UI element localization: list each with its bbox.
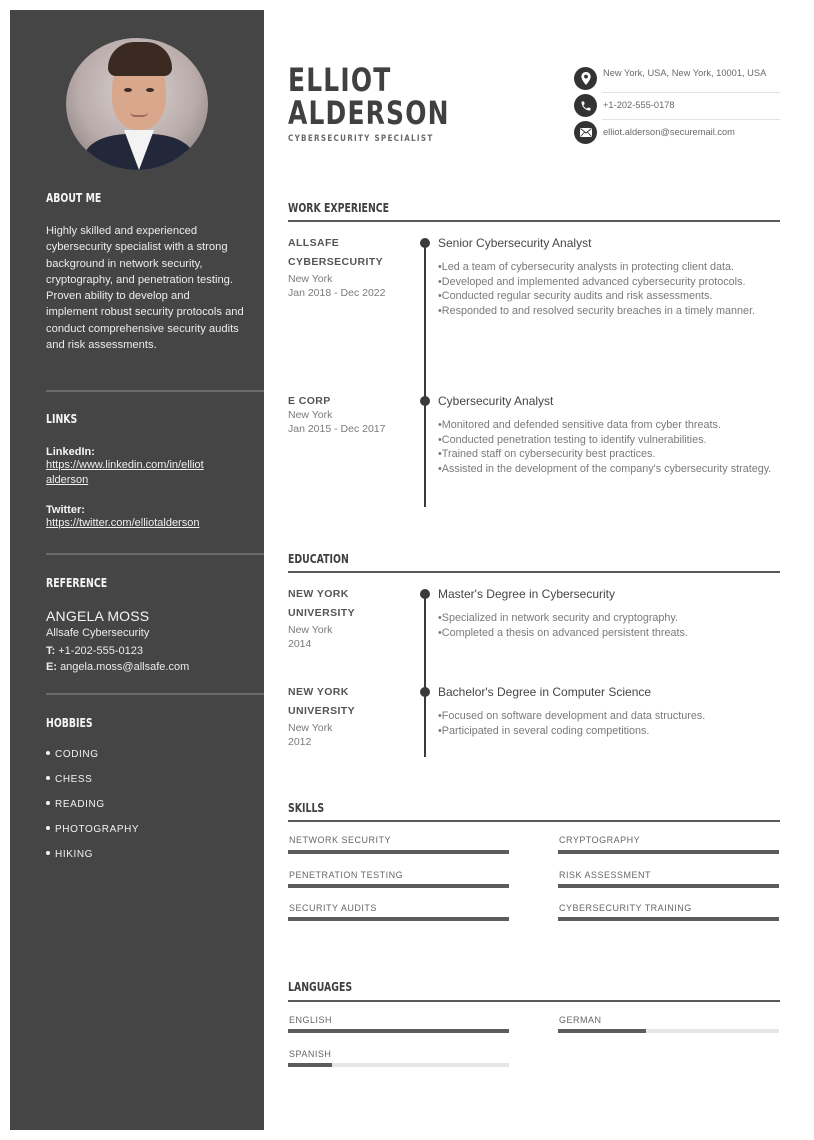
about-text-block bbox=[46, 223, 244, 353]
section-rule bbox=[288, 1000, 780, 1002]
education-timeline bbox=[424, 594, 426, 757]
linkedin-url-line1: https://www.linkedin.com/in/elliot bbox=[46, 459, 204, 471]
hobby-item bbox=[46, 749, 244, 774]
bullet-item: • Led a team of cybersecurity analysts in protecting client data. bbox=[438, 260, 783, 275]
skill-label: CRYPTOGRAPHY bbox=[559, 835, 641, 845]
work-org bbox=[288, 392, 408, 436]
org-location: New York bbox=[288, 409, 333, 421]
reference-section bbox=[46, 576, 244, 590]
hobbies-section bbox=[46, 716, 244, 730]
sidebar bbox=[10, 10, 264, 1130]
linkedin-label: LinkedIn: bbox=[46, 446, 95, 458]
bullet-item: • Completed a thesis on advanced persistent threats. bbox=[438, 626, 783, 641]
hobby-item bbox=[46, 774, 244, 799]
org-dates: Jan 2018 - Dec 2022 bbox=[288, 287, 386, 299]
bullet-item: • Responded to and resolved security breaches in a timely manner. bbox=[438, 304, 783, 319]
about-section bbox=[46, 191, 244, 205]
bullet-item: • Specialized in network security and cryptography. bbox=[438, 611, 783, 626]
reference-phone bbox=[46, 643, 244, 659]
linkedin-link-block bbox=[46, 446, 244, 488]
bullet-item: • Developed and implemented advanced cybersecurity protocols. bbox=[438, 275, 783, 290]
section-rule bbox=[288, 820, 780, 822]
skill-label: RISK ASSESSMENT bbox=[559, 870, 652, 880]
phone-icon bbox=[574, 94, 597, 117]
work-role bbox=[438, 394, 783, 477]
photo-hair bbox=[108, 42, 172, 76]
work-org bbox=[288, 234, 408, 300]
bullet-item: • Conducted penetration testing to identify vulnerabilities. bbox=[438, 433, 783, 448]
language-label: ENGLISH bbox=[289, 1015, 333, 1025]
skill-bar-fill bbox=[558, 917, 779, 921]
skill-label: SECURITY AUDITS bbox=[289, 903, 377, 913]
bullet-item: • Conducted regular security audits and risk assessments. bbox=[438, 289, 783, 304]
reference-name: ANGELA MOSS bbox=[46, 608, 150, 624]
timeline-dot-icon bbox=[420, 589, 430, 599]
twitter-label: Twitter: bbox=[46, 504, 85, 516]
photo-eye bbox=[146, 88, 154, 92]
language-bar-fill bbox=[288, 1063, 332, 1067]
degree-bullets bbox=[438, 709, 783, 738]
section-rule bbox=[288, 571, 780, 573]
org-name-line2: UNIVERSITY bbox=[288, 705, 356, 717]
education-heading: EDUCATION bbox=[288, 552, 349, 566]
reference-email bbox=[46, 659, 244, 675]
reference-email-value: angela.moss@allsafe.com bbox=[60, 661, 190, 673]
skill-bar bbox=[558, 884, 779, 888]
org-year: 2014 bbox=[288, 638, 312, 650]
reference-heading: REFERENCE bbox=[46, 576, 108, 590]
section-rule bbox=[288, 220, 780, 222]
hobbies-list bbox=[46, 749, 244, 874]
role-bullets bbox=[438, 418, 783, 477]
language-bar-fill bbox=[558, 1029, 646, 1033]
linkedin-link[interactable] bbox=[46, 458, 244, 488]
address-text: New York, USA, New York, 10001, USA bbox=[603, 68, 767, 78]
skill-bar-fill bbox=[558, 850, 779, 854]
photo-mouth bbox=[130, 112, 148, 117]
contact-divider bbox=[602, 92, 780, 93]
skills-heading: SKILLS bbox=[288, 801, 325, 815]
photo-eye bbox=[124, 88, 132, 92]
timeline-dot-icon bbox=[420, 396, 430, 406]
about-text: Highly skilled and experienced cybersecurity specialist with a strong background in network security, cryptography, and penetration testing. Proven ability to develop and implement robust security protocols and conduct comprehensive security audits and risk assessments. bbox=[46, 225, 244, 352]
bullet-item: • Focused on software development and data structures. bbox=[438, 709, 783, 724]
org-dates: Jan 2015 - Dec 2017 bbox=[288, 423, 386, 435]
reference-phone-value: +1-202-555-0123 bbox=[58, 645, 143, 657]
language-bar bbox=[558, 1029, 779, 1033]
email-text: elliot.alderson@securemail.com bbox=[603, 127, 735, 137]
bullet-item: • Participated in several coding competitions. bbox=[438, 724, 783, 739]
work-experience-heading: WORK EXPERIENCE bbox=[288, 201, 390, 215]
org-location: New York bbox=[288, 273, 333, 285]
linkedin-url-line2: alderson bbox=[46, 474, 89, 486]
bullet-item: • Assisted in the development of the company's cybersecurity strategy. bbox=[438, 462, 783, 477]
skill-bar bbox=[288, 884, 509, 888]
skill-bar bbox=[558, 917, 779, 921]
candidate-name bbox=[288, 61, 450, 132]
bullet-icon bbox=[46, 826, 50, 830]
timeline-dot-icon bbox=[420, 687, 430, 697]
bullet-item: • Monitored and defended sensitive data from cyber threats. bbox=[438, 418, 783, 433]
skill-bar-fill bbox=[558, 884, 779, 888]
org-name-line1: E CORP bbox=[288, 395, 331, 407]
hobbies-heading: HOBBIES bbox=[46, 716, 93, 730]
skill-bar bbox=[558, 850, 779, 854]
envelope-icon bbox=[574, 121, 597, 144]
degree-bullets bbox=[438, 611, 783, 640]
location-pin-icon bbox=[574, 67, 597, 90]
skill-bar bbox=[288, 917, 509, 921]
sidebar-divider bbox=[46, 390, 264, 392]
links-heading: LINKS bbox=[46, 412, 78, 426]
skill-label: CYBERSECURITY TRAINING bbox=[559, 903, 692, 913]
work-timeline bbox=[424, 243, 426, 507]
twitter-link-block bbox=[46, 504, 244, 531]
reference-company: Allsafe Cybersecurity bbox=[46, 627, 150, 639]
contact-address bbox=[574, 67, 780, 90]
bullet-icon bbox=[46, 801, 50, 805]
reference-email-label: E: bbox=[46, 661, 57, 673]
profile-photo bbox=[66, 38, 208, 170]
org-name-line2: CYBERSECURITY bbox=[288, 256, 384, 268]
timeline-dot-icon bbox=[420, 238, 430, 248]
sidebar-divider bbox=[46, 553, 264, 555]
about-heading: ABOUT ME bbox=[46, 191, 102, 205]
language-label: SPANISH bbox=[289, 1049, 332, 1059]
role-title: Senior Cybersecurity Analyst bbox=[438, 236, 592, 250]
hobby-item bbox=[46, 824, 244, 849]
skill-bar-fill bbox=[288, 917, 509, 921]
bullet-icon bbox=[46, 851, 50, 855]
reference-phone-label: T: bbox=[46, 645, 56, 657]
education-degree bbox=[438, 587, 783, 640]
degree-title: Bachelor's Degree in Computer Science bbox=[438, 685, 652, 699]
role-title: Cybersecurity Analyst bbox=[438, 394, 554, 408]
last-name: ALDERSON bbox=[288, 94, 450, 132]
bullet-icon bbox=[46, 776, 50, 780]
hobby-item bbox=[46, 799, 244, 824]
hobby-label: READING bbox=[55, 799, 105, 810]
hobby-item bbox=[46, 849, 244, 874]
role-bullets bbox=[438, 260, 783, 319]
education-org bbox=[288, 585, 408, 651]
education-org bbox=[288, 683, 408, 749]
skill-bar bbox=[288, 850, 509, 854]
bullet-item: • Trained staff on cybersecurity best practices. bbox=[438, 447, 783, 462]
skill-bar-fill bbox=[288, 850, 509, 854]
phone-text: +1-202-555-0178 bbox=[603, 100, 675, 110]
bullet-icon bbox=[46, 751, 50, 755]
hobby-label: PHOTOGRAPHY bbox=[55, 824, 140, 835]
org-year: 2012 bbox=[288, 736, 312, 748]
sidebar-divider bbox=[46, 693, 264, 695]
language-bar bbox=[288, 1029, 509, 1033]
reference-details bbox=[46, 608, 244, 675]
skill-label: PENETRATION TESTING bbox=[289, 870, 404, 880]
skill-bar-fill bbox=[288, 884, 509, 888]
org-name-line1: NEW YORK bbox=[288, 588, 349, 600]
org-name-line1: NEW YORK bbox=[288, 686, 349, 698]
language-label: GERMAN bbox=[559, 1015, 602, 1025]
languages-heading: LANGUAGES bbox=[288, 980, 353, 994]
contact-phone bbox=[574, 94, 780, 117]
skill-label: NETWORK SECURITY bbox=[289, 835, 392, 845]
org-name-line2: UNIVERSITY bbox=[288, 607, 356, 619]
first-name: ELLIOT bbox=[288, 61, 392, 99]
work-role bbox=[438, 236, 783, 319]
hobby-label: HIKING bbox=[55, 849, 94, 860]
contact-email bbox=[574, 121, 780, 144]
twitter-link[interactable]: https://twitter.com/elliotalderson bbox=[46, 517, 200, 529]
org-location: New York bbox=[288, 624, 333, 636]
education-degree bbox=[438, 685, 783, 738]
org-name-line1: ALLSAFE bbox=[288, 237, 340, 249]
degree-title: Master's Degree in Cybersecurity bbox=[438, 587, 616, 601]
job-title: CYBERSECURITY SPECIALIST bbox=[288, 134, 434, 144]
hobby-label: CODING bbox=[55, 749, 99, 760]
links-section bbox=[46, 412, 244, 426]
language-bar bbox=[288, 1063, 509, 1067]
org-location: New York bbox=[288, 722, 333, 734]
hobby-label: CHESS bbox=[55, 774, 93, 785]
contact-divider bbox=[602, 119, 780, 120]
language-bar-fill bbox=[288, 1029, 509, 1033]
